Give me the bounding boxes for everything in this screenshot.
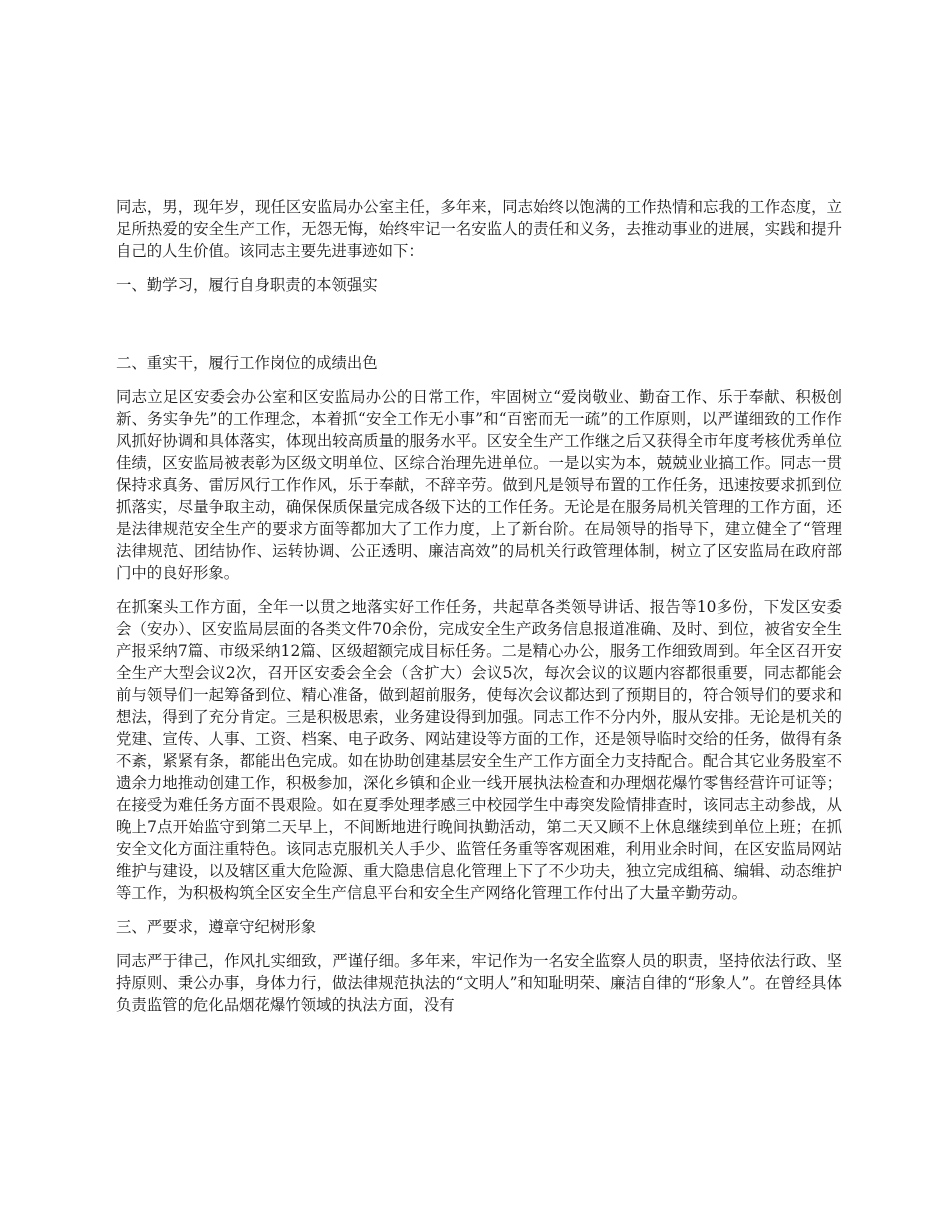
section-2-heading: 二、重实干，履行工作岗位的成绩出色 [116,354,378,372]
section-3-paragraph-1: 同志严于律己，作风扎实细致，严谨仔细。多年来，牢记作为一名安全监察人员的职责，坚持依法行政、坚持原则、秉公办事，身体力行，做法律规范执法的“文明人”和知耻明荣、廉洁自律的“形象人”。在曾经具体负责监管的危化品烟花爆竹领域的执法方面，没有 [116,952,842,1014]
section-1-heading: 一、勤学习，履行自身职责的本领强实 [116,276,378,294]
section-2-paragraph-2: 在抓案头工作方面，全年一以贯之地落实好工作任务，共起草各类领导讲话、报告等10多份，下发区安委会（安办）、区安监局层面的各类文件70余份，完成安全生产政务信息报道准确、及时、到位，被省安全生产报采纳7篇、市级采纳12篇、区级超额完成目标任务。二是精心办公，服务工作细致周到。年全区召开安全生产大型会议2次，召开区安委会全会（含扩大）会议5次，每次会议的议题内容都很重要，同志都能会前与领导们一起筹备到位、精心准备，做到超前服务，使每次会议都达到了预期目的，符合领导们的要求和想法，得到了充分肯定。三是积极思索，业务建设得到加强。同志工作不分内外，服从安排。无论是机关的党建、宣传、人事、工资、档案、电子政务、网站建设等方面的工作，还是领导临时交给的任务，做得有条不紊，紧紧有条，都能出色完成。如在协助创建基层安全生产工作方面全力支持配合。配合其它业务股室不遗余力地推动创建工作，积极参加，深化乡镇和企业一线开展执法检查和办理烟花爆竹零售经营许可证等；在接受为难任务方面不畏艰险。如在夏季处理孝感三中校园学生中毒突发险情排查时，该同志主动参战，从晚上7点开始监守到第二天早上，不间断地进行晚间执勤活动，第二天又顾不上休息继续到单位上班；在抓安全文化方面注重特色。该同志克服机关人手少、监管任务重等客观困难，利用业余时间，在区安监局网站维护与建设，以及辖区重大危险源、重大隐患信息化管理上下了不少功夫，独立完成组稿、编辑、动态维护等工作，为积极构筑全区安全生产信息平台和安全生产网络化管理工作付出了大量辛勤劳动。 [116,598,842,902]
section-2-paragraph-1: 同志立足区安委会办公室和区安监局办公的日常工作，牢固树立“爱岗敬业、勤奋工作、乐于奉献、积极创新、务实争先”的工作理念，本着抓“安全工作无小事”和“百密而无一疏”的工作原则，以严谨细致的工作作风抓好协调和具体落实，体现出较高质量的服务水平。区安全生产工作继之后又获得全市年度考核优秀单位佳绩，区安监局被表彰为区级文明单位、区综合治理先进单位。一是以实为本，兢兢业业搞工作。同志一贯保持求真务、雷厉风行工作作风，乐于奉献，不辞辛劳。做到凡是领导布置的工作任务，迅速按要求抓到位抓落实，尽量争取主动，确保保质保量完成各级下达的工作任务。无论是在服务局机关管理的工作方面，还是法律规范安全生产的要求方面等都加大了工作力度，上了新台阶。在局领导的指导下，建立健全了“管理法律规范、团结协作、运转协调、公正透明、廉洁高效”的局机关行政管理体制，树立了区安监局在政府部门中的良好形象。 [116,388,842,582]
document-body [116,196,842,1028]
intro-paragraph: 同志，男，现年岁，现任区安监局办公室主任，多年来，同志始终以饱满的工作热情和忘我的工作态度，立足所热爱的安全生产工作，无怨无悔，始终牢记一名安监人的责任和义务，去推动事业的进展，实践和提升自己的人生价值。该同志主要先进事迹如下： [116,198,842,260]
section-3-heading: 三、严要求，遵章守纪树形象 [116,918,317,936]
